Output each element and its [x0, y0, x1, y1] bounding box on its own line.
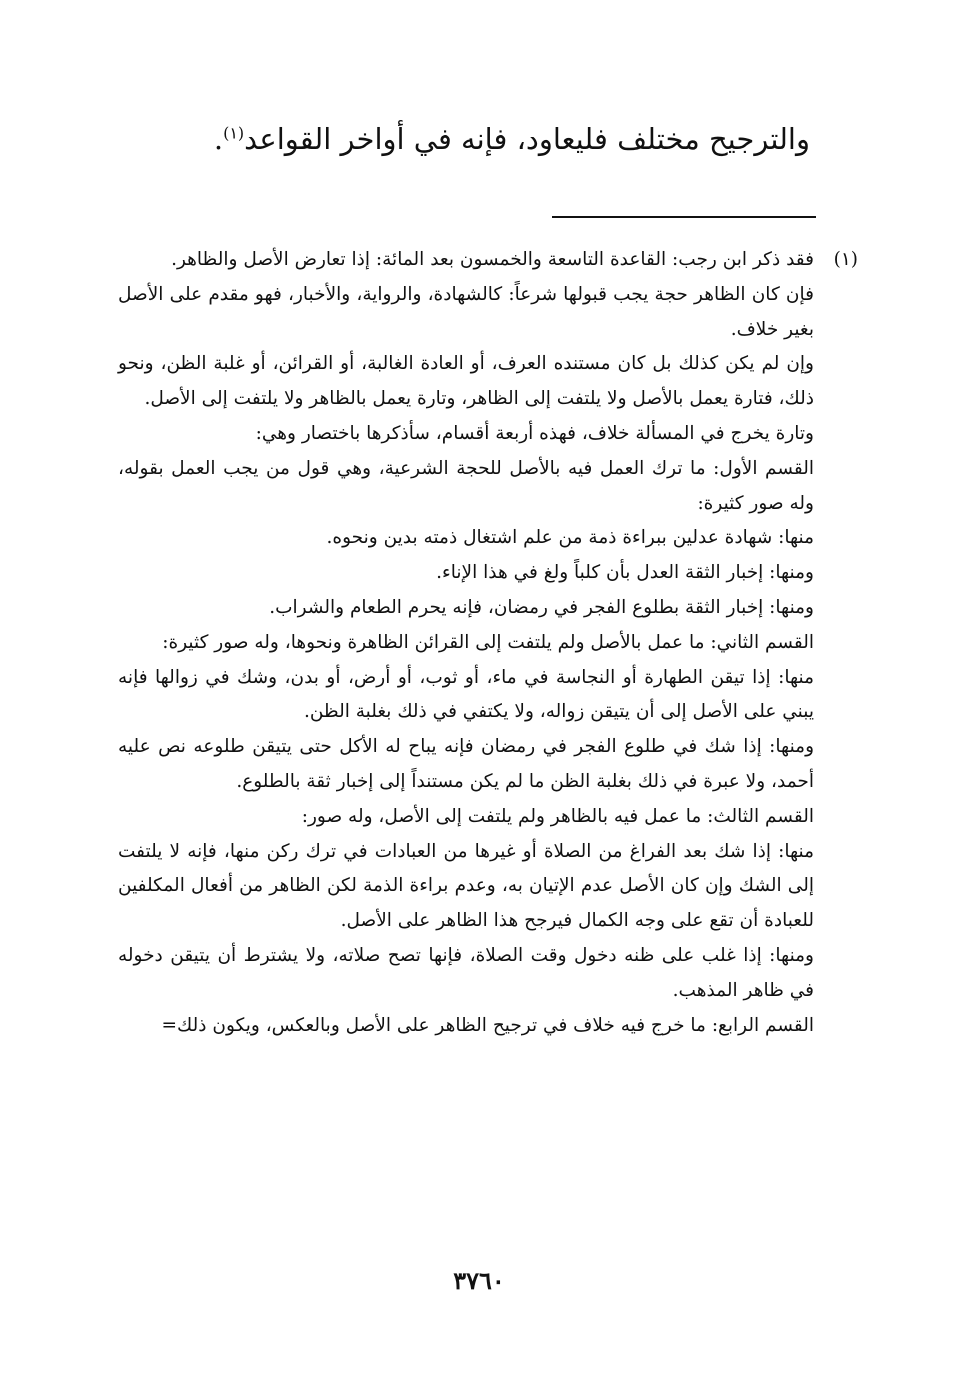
footnote-paragraph: وتارة يخرج في المسألة خلاف، فهذه أربعة أقسام، سأذكرها باختصار وهي:	[255, 422, 814, 444]
footnote-paragraph: القسم الأول: ما ترك العمل فيه بالأصل للحجة الشرعية، وهي قول من يجب العمل بقوله، وله صور كثيرة:	[118, 457, 814, 514]
footnote-paragraph: وإن لم يكن كذلك بل كان مستنده العرف، أو العادة الغالبة، أو القرائن، أو غلبة الظن، ونحو ذلك، فتارة يعمل بالأصل ولا يلتفت إلى الظاهر، وتارة يعمل بالظاهر ولا يلتفت إلى الأصل.	[118, 353, 814, 410]
main-text: والترجيح مختلف فليعاود، فإنه في أواخر القواعد	[244, 122, 810, 156]
footnote-paragraph: ومنها: إذا غلب على ظنه دخول وقت الصلاة، فإنها تصح صلاته، ولا يشترط أن يتيقن دخوله في ظاهر المذهب.	[118, 944, 814, 1001]
footnote-paragraph: فقد ذكر ابن رجب: القاعدة التاسعة والخمسون بعد المائة: إذا تعارض الأصل والظاهر.	[171, 249, 814, 270]
footnote-reference[interactable]: (١)	[223, 123, 245, 143]
footnote-paragraph: منها: إذا شك بعد الفراغ من الصلاة أو غيرها من العبادات في ترك ركن منها، فإنه لا يلتفت إلى الشك وإن كان الأصل عدم الإتيان به، وعدم براءة الذمة لكن الظاهر من أفعال المكلفين للعبادة أن تقع على وجه الكمال فيرجح هذا الظاهر على الأصل.	[118, 840, 814, 932]
main-text-line	[120, 118, 810, 160]
page-number: ٣٧٦٠	[453, 1266, 505, 1295]
footnote-paragraph: ومنها: إذا شك في طلوع الفجر في رمضان فإنه يباح له الأكل حتى يتيقن طلوعه نص عليه أحمد، ولا عبرة في ذلك بغلبة الظن ما لم يكن مستنداً إلى إخبار ثقة بالطلوع.	[118, 736, 814, 792]
footnote-body	[118, 243, 814, 1043]
footnote-paragraph: منها: شهادة عدلين ببراءة ذمة من علم اشتغال ذمته بدين ونحوه.	[326, 527, 814, 549]
main-text-end: .	[213, 122, 224, 156]
footnote-paragraph: ومنها: إخبار الثقة بطلوع الفجر في رمضان، فإنه يحرم الطعام والشراب.	[269, 596, 814, 618]
footnote-row	[118, 243, 858, 1043]
footnote-paragraph: منها: إذا تيقن الطهارة أو النجاسة في ماء، أو ثوب، أو أرض، أو بدن، وشك في زوالها فإنه يبني على الأصل إلى أن يتيقن زواله، ولا يكتفي في ذلك بغلبة الظن.	[118, 666, 814, 723]
footnote-number: (١)	[833, 249, 858, 270]
footnote	[118, 243, 858, 1043]
footnote-paragraph: القسم الرابع: ما خرج فيه خلاف في ترجيح الظاهر على الأصل وبالعكس، ويكون ذلك=	[161, 1014, 814, 1036]
footnote-separator	[552, 216, 816, 218]
footnote-paragraph: فإن كان الظاهر حجة يجب قبولها شرعاً: كالشهادة، والرواية، والأخبار، فهو مقدم على الأصل بغير خلاف.	[118, 283, 814, 340]
footnote-paragraph: القسم الثاني: ما عمل بالأصل ولم يلتفت إلى القرائن الظاهرة ونحوها، وله صور كثيرة:	[162, 631, 814, 653]
footnote-paragraph: القسم الثالث: ما عمل فيه بالظاهر ولم يلتفت إلى الأصل، وله صور:	[301, 805, 814, 827]
footnote-paragraph: ومنها: إخبار الثقة العدل بأن كلباً ولغ في هذا الإناء.	[436, 562, 814, 584]
